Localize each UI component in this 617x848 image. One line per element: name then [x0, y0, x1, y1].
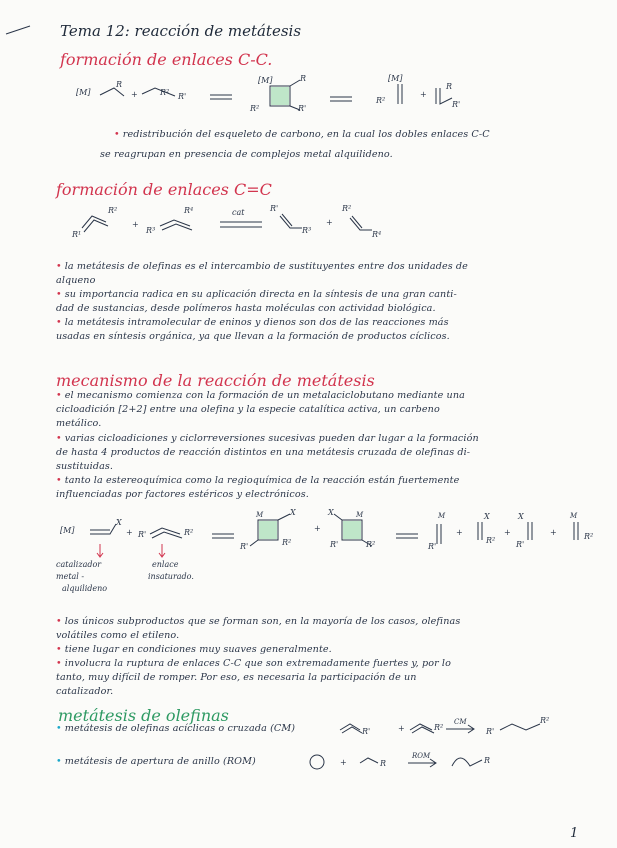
scheme-1 [100, 80, 452, 110]
section3b-line-5: tanto, muy difícil de romper. Por eso, es necesaria la participación de un [56, 672, 417, 683]
cm-plus: + [398, 724, 405, 733]
section1-line-2: se reagrupan en presencia de complejos metal alquilideno. [100, 149, 393, 160]
scheme3-r2-2: R² [282, 538, 292, 547]
section1-line-1: • redistribución del esqueleto de carbono, en la cual los dobles enlaces C-C [114, 129, 490, 140]
scheme2-r2: R² [108, 206, 118, 215]
cm-r2: R² [434, 723, 444, 732]
cm-rprime: R' [486, 727, 495, 736]
section3b-line-4: • involucra la ruptura de enlaces C-C que son extremadamente fuertes y, por lo [56, 658, 451, 669]
section4-item-cm: • metátesis de olefinas acíclicas o cruzada (CM) [56, 723, 296, 734]
scheme2-rprime: R' [270, 204, 279, 213]
page-number: 1 [570, 826, 579, 841]
rom-plus: + [340, 758, 347, 767]
scheme3-r2-5: R² [584, 532, 594, 541]
section3-line-4: • varias cicloadiciones y ciclorreversiones sucesivas pueden dar lugar a la formación [56, 433, 479, 444]
scheme1-r-2: R [300, 74, 307, 83]
scheme3-m-2: M [356, 511, 364, 519]
section3-line-8: influenciadas por factores estéricos y electrónicos. [56, 489, 309, 500]
section3b-line-6: catalizador. [56, 686, 114, 697]
scheme3-r2: R² [184, 528, 194, 537]
section3-line-6: sustituidas. [56, 461, 114, 472]
scheme3-r1-5: R' [516, 540, 525, 549]
rom-r: R [380, 759, 387, 768]
scheme2-r4: R⁴ [184, 206, 194, 215]
cm-r2-prod: R² [540, 716, 550, 725]
scheme3-r1-3: R' [330, 540, 339, 549]
scheme3-x-3: X [328, 508, 334, 517]
scheme3-m-3: M [438, 512, 446, 520]
scheme3-plus: + [126, 528, 133, 537]
scheme2-cat: cat [232, 208, 245, 217]
label-bond-1: enlace [152, 560, 179, 569]
scheme1-r2-3: R² [376, 96, 386, 105]
section3-line-7: • tanto la estereoquímica como la regioquímica de la reacción están fuertemente [56, 475, 460, 486]
scheme2-r1: R¹ [72, 230, 82, 239]
section3b-line-3: • tiene lugar en condiciones muy suaves generalmente. [56, 644, 332, 655]
scheme1-r2-2: R² [250, 104, 260, 113]
scheme3-plus-3: + [456, 528, 463, 537]
section-heading-mechanism: mecanismo de la reacción de metátesis [56, 371, 375, 390]
section2-line-3: • su importancia radica en su aplicación directa en la síntesis de una gran canti- [56, 289, 457, 300]
scheme1-r: R [116, 80, 123, 89]
section3-line-5: de hasta 4 productos de reacción distintos en una metátesis cruzada de olefinas di- [56, 447, 471, 458]
rom-arrow-label: ROM [412, 752, 431, 760]
scheme3-r1-2: R' [240, 542, 249, 551]
scheme2-plus: + [132, 220, 139, 229]
scheme1-rprime-2: R' [298, 104, 307, 113]
label-catalyst-2: metal - [56, 572, 85, 581]
section3-line-3: metálico. [56, 418, 102, 429]
scheme3-r1-4: R' [428, 542, 437, 551]
cm-arrow-label: CM [454, 718, 467, 726]
scheme2-r3-prod: R³ [302, 226, 312, 235]
scheme2-plus-2: + [326, 218, 333, 227]
scheme3-plus-2: + [314, 524, 321, 533]
scheme1-catalyst: [M] [76, 88, 91, 97]
scheme3-plus-5: + [550, 528, 557, 537]
scheme3-plus-4: + [504, 528, 511, 537]
scheme3-m: M [256, 511, 264, 519]
scheme1-plus: + [131, 90, 138, 99]
scheme2-r2-prod: R² [342, 204, 352, 213]
section2-line-5: • la metátesis intramolecular de eninos y dienos son dos de las reacciones más [56, 317, 449, 328]
section3b-line-1: • los únicos subproductos que se forman son, en la mayoría de los casos, olefinas [56, 616, 461, 627]
label-bond-2: insaturado. [148, 572, 194, 581]
scheme3-r2-3: R² [366, 540, 376, 549]
scheme3-x-4: X [484, 512, 490, 521]
scheme1-plus-2: + [420, 90, 427, 99]
section3-line-2: cicloadición [2+2] entre una olefina y la especie catalítica activa, un carbeno [56, 404, 440, 415]
scheme2-r4-prod: R⁴ [372, 230, 382, 239]
rom-r-prod: R [484, 756, 491, 765]
scheme3-m-4: M [570, 512, 578, 520]
section-heading-olefin-metathesis: metátesis de olefinas [58, 706, 229, 725]
section2-line-1: • la metátesis de olefinas es el intercambio de sustituyentes entre dos unidades de [56, 261, 468, 272]
scheme1-rprime: R' [178, 92, 187, 101]
scheme3-catalyst: [M] [60, 526, 75, 535]
scheme1-catalyst-3: [M] [388, 74, 403, 83]
page-title: Tema 12: reacción de metátesis [60, 22, 302, 40]
label-catalyst-1: catalizador [56, 560, 102, 569]
section-heading-cc-bonds: formación de enlaces C-C. [60, 50, 273, 69]
scheme3-r1: R' [138, 530, 147, 539]
scheme3-r2-4: R² [486, 536, 496, 545]
scheme1-rprime-3: R' [452, 100, 461, 109]
pen-stroke [6, 26, 30, 34]
section2-line-2: alqueno [56, 275, 96, 286]
scheme2-r3: R³ [146, 226, 156, 235]
scheme1-catalyst-2: [M] [258, 76, 273, 85]
scheme3-x-5: X [518, 512, 524, 521]
section-heading-cc-double: formación de enlaces C=C [56, 180, 272, 199]
scheme1-r2: R² [160, 88, 170, 97]
section3b-line-2: volátiles como el etileno. [56, 630, 180, 641]
scheme3-x: X [116, 518, 122, 527]
scheme1-r-3: R [446, 82, 453, 91]
scheme3-x-2: X [290, 508, 296, 517]
section2-line-6: usadas en síntesis orgánica, ya que llevan a la formación de productos cíclicos. [56, 331, 450, 342]
section3-line-1: • el mecanismo comienza con la formación de un metalaciclobutano mediante una [56, 390, 465, 401]
label-catalyst-3: alquilideno [62, 584, 108, 593]
section2-line-4: dad de sustancias, desde polímeros hasta moléculas con actividad biológica. [56, 303, 436, 314]
section4-item-rom: • metátesis de apertura de anillo (ROM) [56, 756, 256, 767]
cm-r1: R' [362, 727, 371, 736]
